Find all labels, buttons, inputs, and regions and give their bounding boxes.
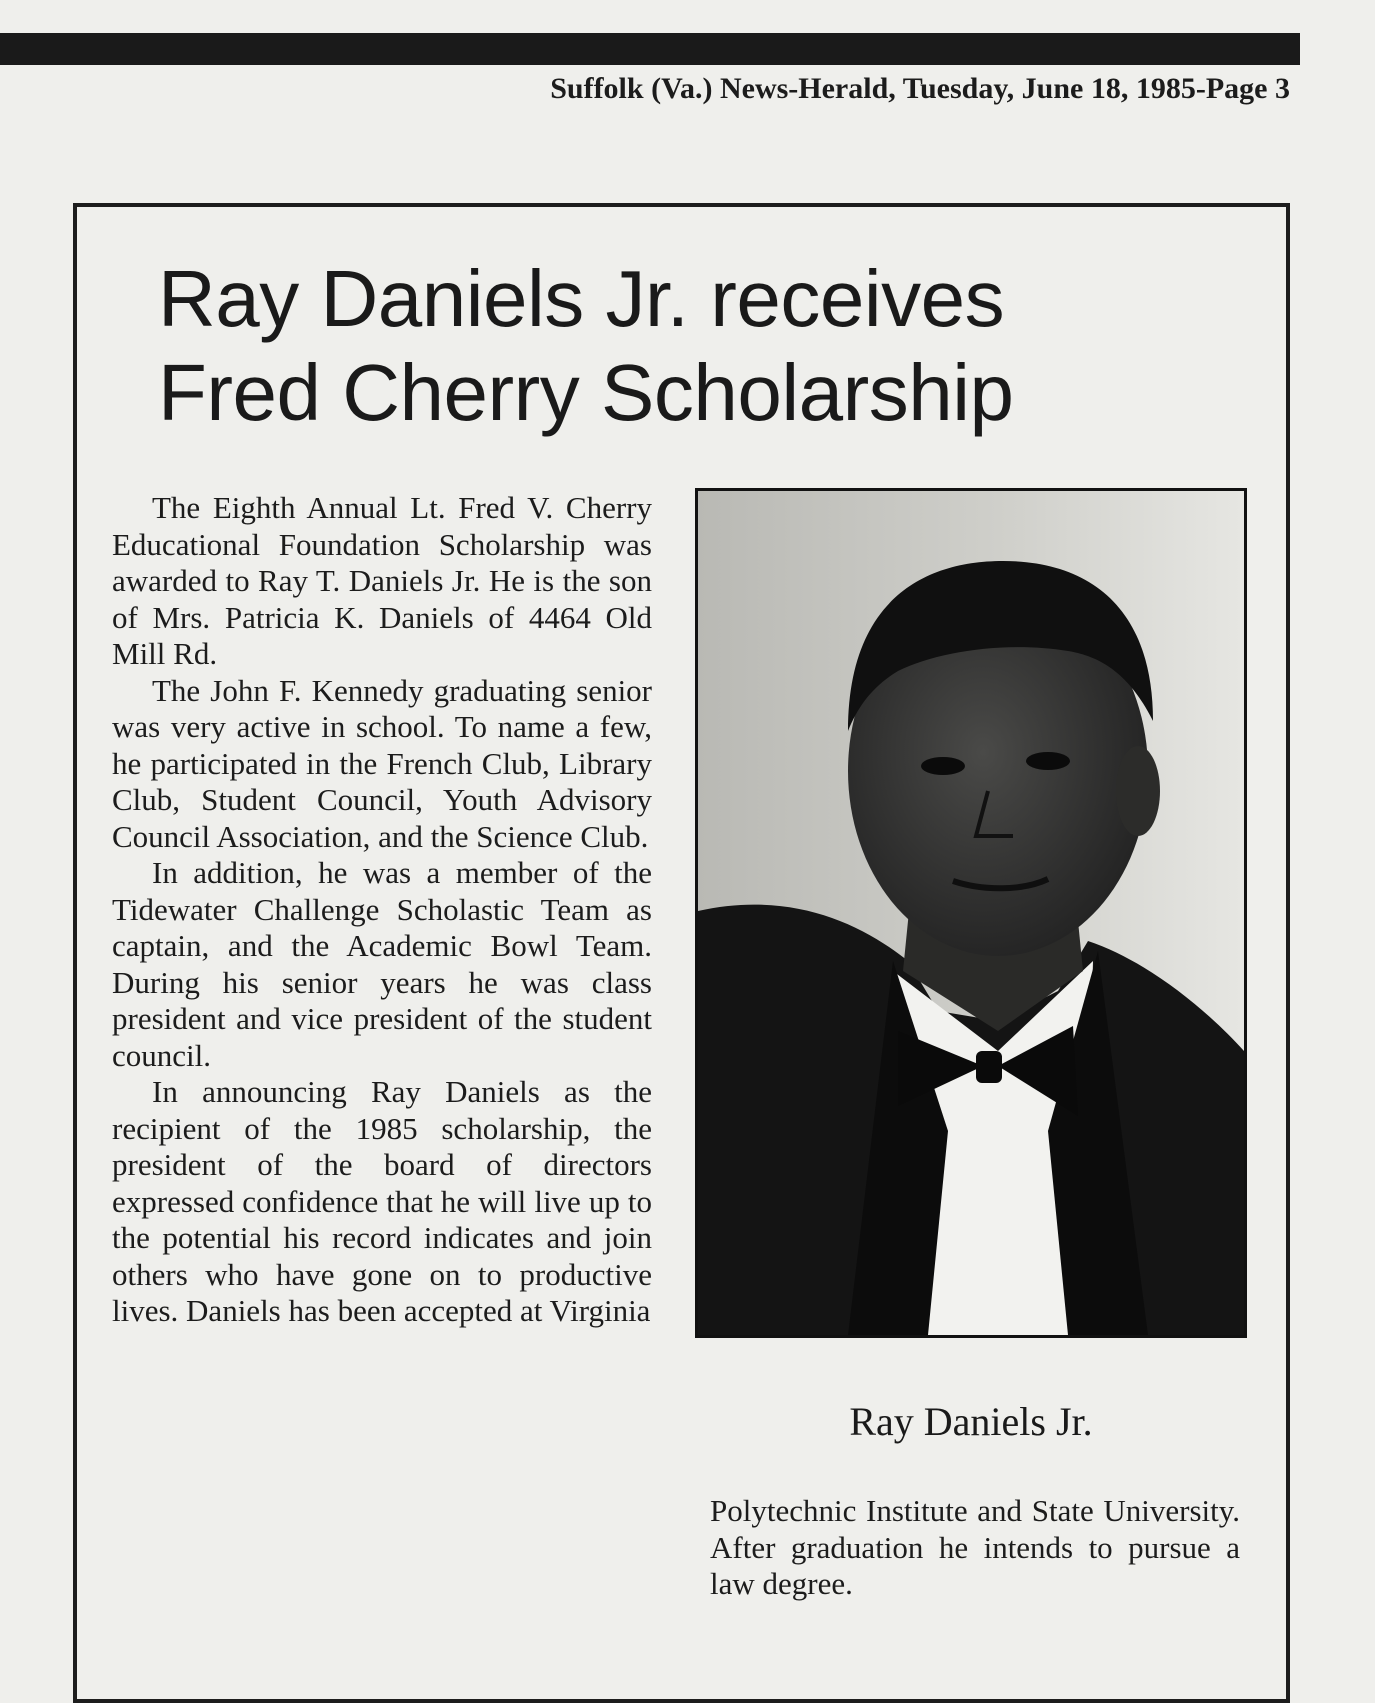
body-paragraph-2: The John F. Kennedy graduating senior was very active in school. To name a few, he participated in the French Club, Library Club, Student Council, Youth Advisory Council Association, and the Science Club. (112, 672, 652, 854)
headline (158, 252, 1258, 440)
article-continued-text: Polytechnic Institute and State University. After graduation he intends to pursue a law degree. (710, 1493, 1240, 1601)
portrait-photo (695, 488, 1247, 1338)
portrait-illustration (698, 491, 1244, 1335)
photo-caption: Ray Daniels Jr. (849, 1399, 1093, 1444)
headline-line-2: Fred Cherry Scholarship (158, 348, 1014, 437)
body-paragraph-4: In announcing Ray Daniels as the recipient of the 1985 scholarship, the president of the board of directors expressed confidence that he will live up to the potential his record indicates and join others who have gone on to productive lives. Daniels has been accepted at Virginia (112, 1074, 652, 1328)
page-folio: Suffolk (Va.) News-Herald, Tuesday, June 18, 1985-Page 3 (550, 72, 1290, 105)
body-paragraph-3: In addition, he was a member of the Tidewater Challenge Scholastic Team as captain, and the Academic Bowl Team. During his senior years he was class president and vice president of the student council. (112, 855, 652, 1073)
body-paragraph-1: The Eighth Annual Lt. Fred V. Cherry Educational Foundation Scholarship was awarded to Ray T. Daniels Jr. He is the son of Mrs. Patricia K. Daniels of 4464 Old Mill Rd. (112, 490, 652, 671)
article-body (112, 490, 652, 1330)
headline-line-1: Ray Daniels Jr. receives (158, 254, 1005, 343)
top-rule (0, 33, 1300, 65)
